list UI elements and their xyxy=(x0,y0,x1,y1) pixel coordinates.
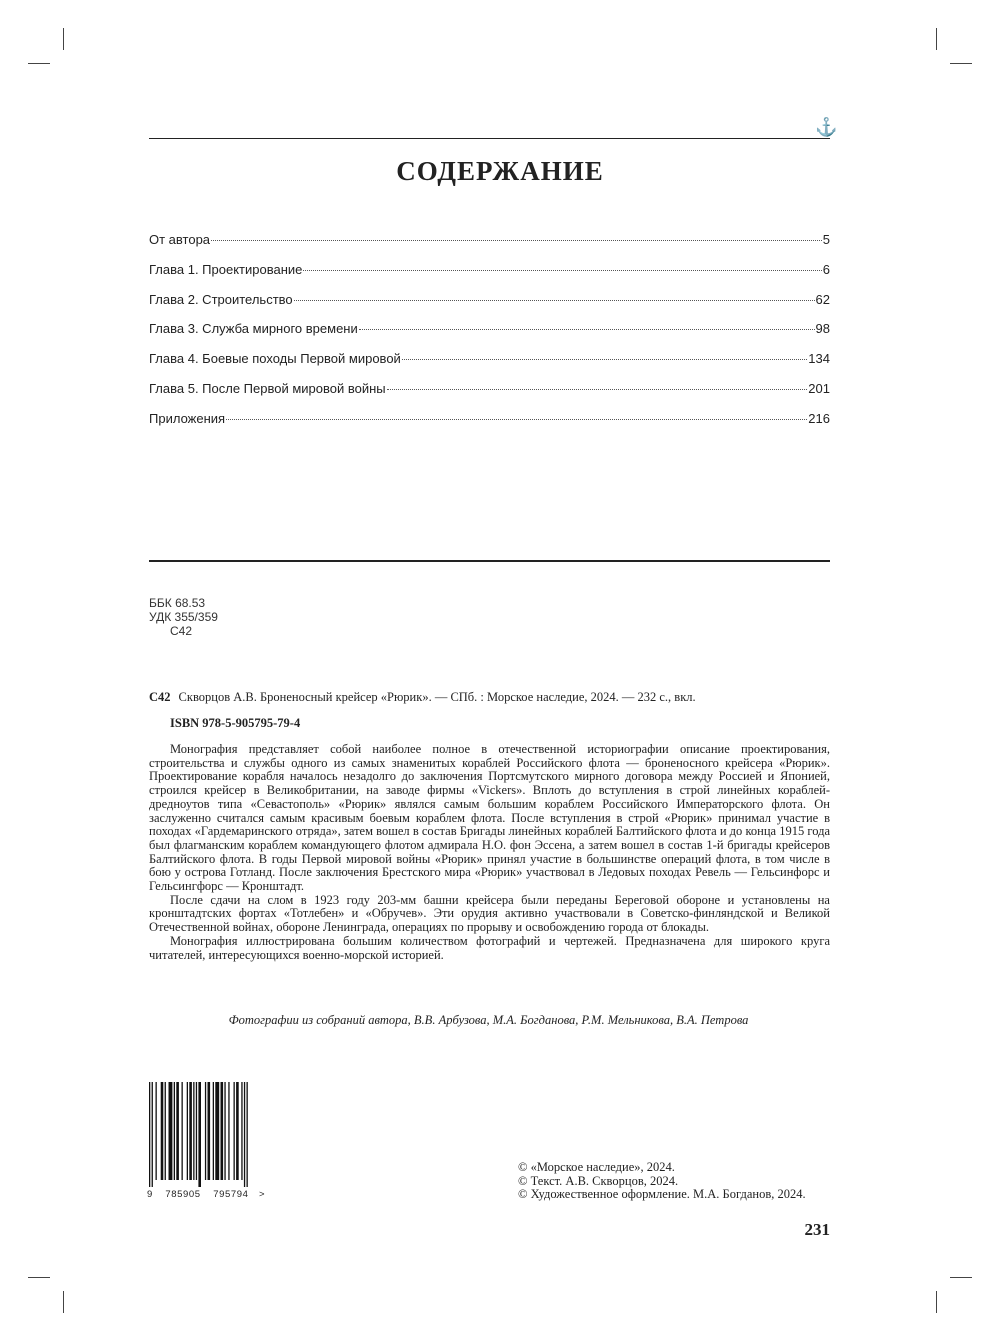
barcode-bar xyxy=(208,1082,211,1180)
crop-mark xyxy=(936,28,937,50)
toc-entry-label: Глава 4. Боевые походы Первой мировой xyxy=(149,351,401,367)
barcode-digits xyxy=(147,1189,282,1200)
page-number: 231 xyxy=(804,1220,830,1239)
barcode-bar xyxy=(205,1082,206,1180)
leader-dots xyxy=(226,418,807,420)
crop-mark xyxy=(28,63,50,64)
table-of-contents xyxy=(149,232,830,441)
leader-dots xyxy=(402,358,807,360)
leader-dots xyxy=(211,239,822,241)
leader-dots xyxy=(303,269,821,271)
barcode-digit-prefix: 9 xyxy=(147,1189,153,1200)
copyright-line: © «Морское наследие», 2024. xyxy=(518,1160,675,1174)
barcode-bar xyxy=(228,1082,229,1180)
barcode-bar xyxy=(247,1082,248,1187)
toc-entry-page: 6 xyxy=(822,261,830,277)
leader-dots xyxy=(294,299,815,301)
barcode-bar xyxy=(224,1082,225,1180)
barcode-bar xyxy=(174,1082,175,1180)
author-code: С42 xyxy=(170,624,193,638)
barcode-bar xyxy=(193,1082,194,1180)
barcode-digits-left: 785905 xyxy=(165,1189,201,1200)
anchor-icon: ⚓ xyxy=(815,117,838,137)
barcode-bar xyxy=(221,1082,224,1180)
toc-entry[interactable] xyxy=(149,292,830,322)
leader-dots xyxy=(359,328,815,330)
toc-entry[interactable] xyxy=(149,232,830,262)
toc-entry-label: От автора xyxy=(149,232,211,247)
section-divider xyxy=(149,560,830,562)
copyright-line: © Текст. А.В. Скворцов, 2024. xyxy=(518,1173,679,1188)
toc-title: СОДЕРЖАНИЕ xyxy=(396,156,604,186)
barcode-bar xyxy=(234,1082,235,1180)
bbk-code: ББК 68.53 xyxy=(149,596,206,610)
crop-mark xyxy=(950,1277,972,1278)
barcode-bar xyxy=(189,1082,192,1180)
barcode-quiet-mark: > xyxy=(259,1189,266,1200)
abstract-paragraph: Монография иллюстрирована большим количеством фотографий и чертежей. Предназначена для широкого круга читателей, интересующихся военно-морской историей. xyxy=(149,933,830,962)
crop-mark xyxy=(63,28,64,50)
toc-entry-page: 201 xyxy=(808,380,830,396)
crop-mark xyxy=(950,63,972,64)
barcode-bar xyxy=(176,1082,179,1180)
barcode-bar xyxy=(152,1082,153,1187)
toc-entry[interactable] xyxy=(149,262,830,292)
barcode-bar xyxy=(165,1082,166,1180)
toc-entry-page: 134 xyxy=(808,351,830,367)
citation-text: Скворцов А.В. Броненосный крейсер «Рюрик». — СПб. : Морское наследие, 2024. — 232 с., вкл. xyxy=(178,690,696,704)
toc-entry-label: Глава 2. Строительство xyxy=(149,291,293,307)
toc-entry[interactable] xyxy=(149,351,830,381)
toc-entry-label: Глава 1. Проектирование xyxy=(149,261,303,277)
barcode-bar xyxy=(215,1082,219,1180)
toc-entry-page: 98 xyxy=(815,321,830,337)
abstract-paragraph: Монография представляет собой наиболее полное в отечественной историографии описание проектирования, строительства и службы одного из самых знаменитых кораблей Российского флота — броненосного крейсера «Рюрик». Проектирование корабля началось незадолго до заключения Портсмутского мирного договора между Россией и Японией, строился крейсер в Великобритании, на заводе фирмы «Vickers». Вплоть до вступления в строй линейных кораблей-дредноутов типа «Севастополь» «Рюрик» являлся самым большим кораблем Российского Императорского флота. Он заслуженно считался самым красивым боевым кораблем флота. После вступления в строй «Рюрик» принимал участие в походах «Гардемаринского отряда», затем вошел в состав Бригады линейных кораблей Балтийского флота и до конца 1915 года был флагманским кораблем командующего флотом адмирала Н.О. фон Эссена, а затем вошел в состав 1-й бригады крейсеров Балтийского флота. В годы Первой мировой войны «Рюрик» принял участие в большинстве операций флота, в том числе в бою у острова Готланд. После заключения Брестского мира «Рюрик» участвовал в Ледовых походах Ревель — Гельсинфорс и Гельсингфорс — Кронштадт. xyxy=(149,742,830,894)
toc-entry-label: Глава 3. Служба мирного времени xyxy=(149,321,358,337)
barcode-bar xyxy=(241,1082,242,1180)
copyright-block xyxy=(518,1161,806,1202)
toc-entry[interactable] xyxy=(149,411,830,441)
crop-mark xyxy=(936,1291,937,1313)
classification-block xyxy=(149,596,218,638)
copyright-line: © Художественное оформление. М.А. Богданов, 2024. xyxy=(518,1187,806,1201)
toc-entry[interactable] xyxy=(149,381,830,411)
toc-entry-page: 216 xyxy=(808,410,830,426)
abstract-paragraph: После сдачи на слом в 1923 году 203-мм башни крейсера были переданы Береговой обороне и установлены на кронштадтских фортах «Тотлебен» и «Обручев». Эти орудия активно участвовали в Советско-финляндской и Великой Отечественной войнах, обороне Ленинграда, операциях по прорыву и освобождению города от блокады. xyxy=(149,892,830,935)
barcode-bar xyxy=(198,1082,201,1187)
barcode-bar xyxy=(187,1082,188,1180)
barcode-bar xyxy=(213,1082,214,1180)
toc-entry-label: Приложения xyxy=(149,410,226,426)
barcode-bar xyxy=(169,1082,173,1180)
barcode-bar xyxy=(244,1082,245,1187)
crop-mark xyxy=(28,1277,50,1278)
barcode-bar xyxy=(196,1082,197,1180)
udk-code: УДК 355/359 xyxy=(149,610,218,624)
toc-entry-label: Глава 5. После Первой мировой войны xyxy=(149,380,386,396)
barcode-bar xyxy=(161,1082,164,1180)
barcode-bar xyxy=(236,1082,239,1180)
toc-entry[interactable] xyxy=(149,321,830,351)
bibliographic-citation xyxy=(149,690,830,705)
isbn-barcode xyxy=(147,1082,280,1187)
leader-dots xyxy=(387,388,808,390)
photo-credits: Фотографии из собраний автора, В.В. Арбузова, М.А. Богданова, Р.М. Мельникова, В.А. Петрова xyxy=(228,1013,749,1027)
barcode-bar xyxy=(182,1082,183,1180)
citation-code: С42 xyxy=(149,690,171,704)
isbn: ISBN 978-5-905795-79-4 xyxy=(170,716,301,730)
crop-mark xyxy=(63,1291,64,1313)
barcode-bar xyxy=(149,1082,150,1187)
barcode-bar xyxy=(156,1082,157,1180)
toc-entry-page: 5 xyxy=(822,232,830,247)
abstract xyxy=(149,743,830,962)
header-rule xyxy=(149,138,830,139)
barcode-digits-right: 795794 xyxy=(213,1189,249,1200)
toc-entry-page: 62 xyxy=(815,291,830,307)
